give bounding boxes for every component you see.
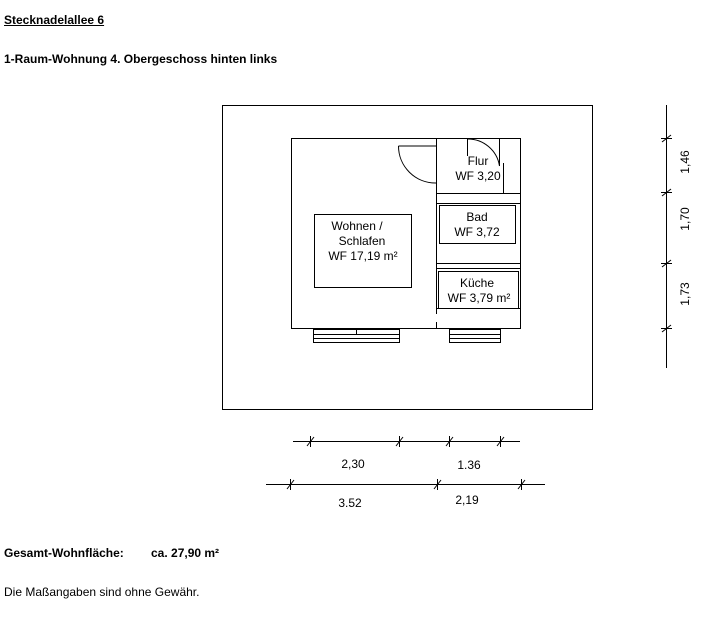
window-right [449, 330, 501, 343]
entry-door [399, 146, 437, 183]
total-area [4, 546, 220, 560]
vertical-dimension-chain [661, 105, 672, 368]
dim-horizontal-right-inner: 1.36 [457, 458, 481, 472]
dim-horizontal-wohnen-inner: 2,30 [341, 457, 365, 471]
horizontal-dimension-outer [266, 479, 545, 490]
dim-vertical-bad: 1,70 [678, 207, 692, 231]
total-area-value: ca. 27,90 m² [151, 546, 220, 560]
kueche-name: Küche [459, 276, 495, 290]
address-title: Stecknadelallee 6 [4, 13, 105, 27]
disclaimer: Die Maßangaben sind ohne Gewähr. [4, 585, 200, 599]
dim-vertical-kueche: 1,73 [678, 282, 692, 306]
unit-subtitle: 1-Raum-Wohnung 4. Obergeschoss hinten links [4, 52, 278, 66]
bad-name: Bad [466, 210, 488, 224]
bad-area: WF 3,72 [454, 225, 500, 239]
dim-horizontal-total-right: 2,19 [455, 493, 479, 507]
horizontal-dimension-inner [293, 436, 520, 447]
window-left [313, 329, 400, 343]
total-area-label: Gesamt-Wohnfläche: [4, 546, 124, 560]
dim-vertical-flur: 1,46 [678, 150, 692, 174]
kueche-area: WF 3,79 m² [447, 291, 511, 305]
flur-area: WF 3,20 [455, 169, 501, 183]
wohnen-name-line1: Wohnen / [331, 219, 383, 233]
wohnen-area: WF 17,19 m² [328, 249, 398, 263]
wohnen-name-line2: Schlafen [338, 234, 386, 248]
dim-horizontal-total-left: 3.52 [338, 496, 362, 510]
flur-name: Flur [467, 154, 489, 168]
